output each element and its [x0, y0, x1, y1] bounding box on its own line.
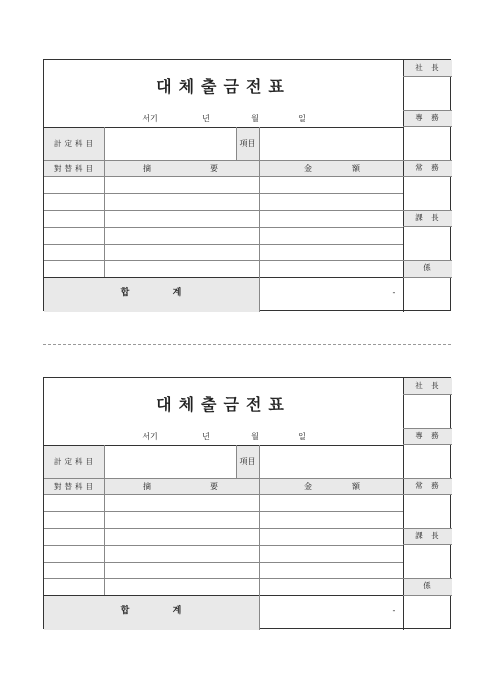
approval-row-line [403, 528, 452, 529]
voucher-title: 대체출금전표 [156, 395, 291, 414]
approval-column-divider [403, 60, 404, 312]
item-label: 項目 [239, 139, 256, 148]
account-row-bottom-line [44, 478, 403, 479]
approval-row-line [403, 277, 452, 278]
total-label-cell [44, 595, 259, 630]
item-label: 項目 [239, 457, 256, 466]
line-row-divider [44, 562, 403, 563]
approval-clerk-label: 係 [423, 581, 434, 590]
date-year-label: 년 [202, 114, 210, 123]
total-row-top-line [44, 277, 403, 278]
approval-row-line [403, 260, 452, 261]
date-prefix: 서기 [142, 114, 158, 123]
total-row-top-line [44, 595, 403, 596]
counter-account-label: 對替科目 [54, 482, 96, 491]
approval-md-label: 常 務 [415, 481, 442, 490]
column-header-bottom-line [44, 494, 403, 495]
date-prefix: 서기 [142, 432, 158, 441]
total-label-cell [44, 277, 259, 312]
account-label: 計定科目 [54, 457, 96, 466]
approval-manager-label: 課 長 [415, 531, 442, 540]
approval-row-line [403, 478, 452, 479]
amount-column-divider [259, 127, 260, 312]
label-column-divider [104, 445, 105, 595]
line-row-divider [44, 193, 403, 194]
approval-senior-md-label: 專 務 [415, 113, 442, 122]
column-header-bottom-line [44, 176, 403, 177]
date-month-label: 월 [251, 114, 259, 123]
approval-row-line [403, 578, 452, 579]
approval-row-line [403, 160, 452, 161]
total-label-a: 합 [120, 606, 130, 616]
approval-row-line [403, 595, 452, 596]
account-row-bottom-line [44, 160, 403, 161]
date-month-label: 월 [251, 432, 259, 441]
amount-column-divider [259, 445, 260, 630]
approval-row-line [403, 126, 452, 127]
voucher-form-2 [43, 377, 451, 629]
amount-header-a: 金 [304, 482, 312, 491]
approval-row-line [403, 226, 452, 227]
approval-senior-md-label: 專 務 [415, 431, 442, 440]
approval-clerk-label: 係 [423, 263, 434, 272]
approval-row-line [403, 428, 452, 429]
approval-row-line [403, 176, 452, 177]
amount-header-a: 金 [304, 164, 312, 173]
cut-line [43, 344, 451, 345]
total-label-b: 계 [172, 606, 182, 616]
summary-header-a: 摘 [143, 482, 151, 491]
date-day-label: 일 [298, 432, 306, 441]
total-value: - [392, 288, 396, 297]
header-bottom-line [44, 445, 403, 446]
amount-header-b: 額 [352, 482, 360, 491]
amount-header-b: 額 [352, 164, 360, 173]
total-value: - [392, 606, 396, 615]
approval-president-label: 社 長 [415, 381, 442, 390]
approval-row-line [403, 394, 452, 395]
total-label-b: 계 [172, 288, 182, 298]
total-label-a: 합 [120, 288, 130, 298]
summary-header-b: 要 [210, 164, 218, 173]
line-row-divider [44, 244, 403, 245]
item-label-left-divider [236, 127, 237, 160]
summary-header-a: 摘 [143, 164, 151, 173]
approval-row-line [403, 444, 452, 445]
header-bottom-line [44, 127, 403, 128]
line-row-divider [44, 545, 403, 546]
account-label: 計定科目 [54, 139, 96, 148]
line-row-divider [44, 528, 403, 529]
approval-row-line [403, 494, 452, 495]
date-day-label: 일 [298, 114, 306, 123]
approval-row-line [403, 544, 452, 545]
label-column-divider [104, 127, 105, 277]
line-row-divider [44, 260, 403, 261]
counter-account-label: 對替科目 [54, 164, 96, 173]
line-row-divider [44, 578, 403, 579]
approval-row-line [403, 210, 452, 211]
approval-row-line [403, 76, 452, 77]
summary-header-b: 要 [210, 482, 218, 491]
approval-md-label: 常 務 [415, 163, 442, 172]
line-row-divider [44, 227, 403, 228]
approval-row-line [403, 110, 452, 111]
approval-column-divider [403, 378, 404, 630]
line-row-divider [44, 210, 403, 211]
voucher-form-1 [43, 59, 451, 311]
approval-manager-label: 課 長 [415, 213, 442, 222]
date-year-label: 년 [202, 432, 210, 441]
item-label-left-divider [236, 445, 237, 478]
line-row-divider [44, 511, 403, 512]
voucher-title: 대체출금전표 [156, 77, 291, 96]
approval-president-label: 社 長 [415, 63, 442, 72]
